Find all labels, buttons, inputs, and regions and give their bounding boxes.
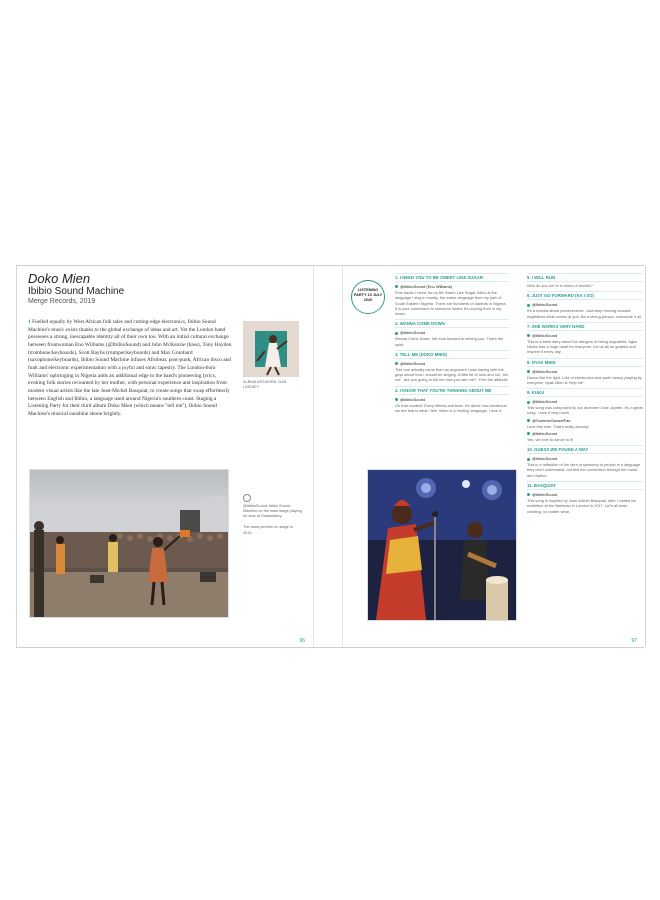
post-text: Love this tune. That's really dancey! — [527, 423, 589, 429]
body-lead-number: 1 — [28, 319, 31, 325]
track-column-1 — [395, 273, 509, 416]
post-handle[interactable]: @IbibioSound — [395, 361, 509, 366]
concert-photo-illustration — [30, 470, 228, 617]
track-section — [395, 319, 509, 347]
post-text: This is a reflection of the idea of speaking to people in a language they don't understand, but feel the connection through the music and rhythm. — [527, 462, 641, 478]
track-section — [527, 273, 643, 288]
post-text: This one actually came from an argument I was having with the guys about how I should be singing. A little bit of rock and roll, 'tell me', 'are you going to tell me how you see me?'. Feel the attitude! — [395, 366, 508, 383]
page-number-right: 97 — [631, 638, 637, 644]
post-handle[interactable]: @IbibioSound — [527, 492, 643, 497]
track-title: 11. BASQUIAT — [527, 481, 643, 490]
body-paragraph: Fuelled equally by West African folk tales and cutting-edge electronics, Ibibio Sound Machine's music exists thanks to the global exchange of ideas and art. Yet the London band possesses a strong, inescapable identity all of their own too. With an initial cultural exchange between frontwoman Eno Williams (@IbibioSound) and John McKenzie (bass), Tony Hayden (trombone/keyboards), Scott Baylis (trumpet/keyboards) and Max Grunhard (saxophone/keyboards), Ibibio Sound Machine infuses Afrobeat, post-punk, African disco and funk and electronic experimentation with a joyful and sonic tapestry. The London-born Williams' upbringing in Nigeria adds an additional edge to the band's pioneering lyrics, evoking folk stories recounted by her mother, with personal experience and inspiration from modern visual artists like the late Jean-Michel Basquiat, to create songs that swap effortlessly between English and Ibibio, a language used around Nigeria's southern coast. Staging a Listening Party for their third album Doko Mien (which means "tell me"), Ibibio Sound Machine's musical sunshine shone brightly. — [28, 319, 232, 418]
track-section — [395, 350, 509, 383]
post-handle[interactable]: @IbibioSound — [527, 369, 643, 374]
track-section — [527, 445, 643, 478]
page-number-left: 96 — [299, 638, 305, 644]
stage-photo-illustration — [368, 470, 516, 620]
book-spread — [16, 265, 644, 648]
post-handle[interactable]: @IbibioSound — [527, 399, 643, 404]
track-title: 9. KUKU — [527, 388, 643, 397]
stage-photo — [367, 469, 517, 621]
track-title: 6. JUST GO FORWARD (KA I SO) — [527, 291, 643, 300]
post-handle[interactable]: @SummerSunsetFan — [527, 418, 643, 423]
track-title: 3. TELL ME (DOKO MIEN) — [395, 350, 509, 359]
camera-icon — [243, 494, 251, 502]
track-section — [527, 388, 643, 442]
post-handle[interactable]: @IbibioSound — [527, 302, 643, 307]
album-cover-image — [243, 321, 299, 377]
post-handle[interactable]: @IbibioSound — [527, 333, 643, 338]
cover-caption: ALBUM ARTWORK: DAN LINDSEY — [243, 380, 287, 389]
album-cover-illustration — [243, 321, 299, 377]
right-page — [342, 266, 646, 647]
post-handle[interactable]: @IbibioSound — [527, 456, 643, 461]
track-section — [527, 481, 643, 514]
photo-notes — [243, 494, 303, 542]
post-text: Dance like the light. Lots of electronica and synth-heavy playing by everyone. Nyak Mien is 'help me'. — [527, 374, 642, 385]
album-title: Doko Mien — [28, 271, 91, 286]
concert-photo — [29, 469, 229, 618]
post-text: Who do you run to in times of trouble? — [527, 283, 593, 288]
track-section — [527, 291, 643, 319]
listening-party-badge: LISTENING PARTY 15 JULY 2020 — [351, 280, 385, 314]
photo-note-2: The band perform on stage in 2019. — [243, 525, 293, 535]
post-handle[interactable]: @IbibioSound — [527, 431, 643, 436]
track-title: 1. I NEED YOU TO BE SWEET LIKE SUGAR — [395, 273, 509, 282]
post-text: This song was composed by our drummer Jose Joyette. It's a great song. I love it very much. — [527, 405, 643, 416]
track-section — [395, 273, 509, 316]
post-text: This is a fable story about the dangers of being ungrateful. Agbo Nkoko has a huge heart for everyone. Let us all be grateful and respect it every day. — [527, 338, 638, 355]
track-title: 8. NYAK MIEN — [527, 358, 643, 367]
post-handle[interactable]: @IbibioSound — [395, 397, 509, 402]
track-title: 4. I KNOW THAT YOU'RE THINKING ABOUT ME — [395, 386, 509, 395]
post-text: Yes, we love to dance to it! — [527, 436, 574, 442]
artist-name: Ibibio Sound Machine — [28, 286, 125, 297]
post-text: First tracks I need You to Be Sweet Like Sugar. Ibibio is the language I sing in mostly, the native language from my part of South Eastern Nigeria. There are hundreds of dialects in Nigeria. It is your connection to someone where it's coming from in my music. — [395, 290, 507, 317]
record-label-year: Merge Records, 2019 — [28, 298, 96, 305]
post-text: Wanna Come Down, We look forward to seeing you. That's the spirit. — [395, 336, 504, 347]
post-text: Oh that cowbell! Every effects and beat. It's about how emotional we are that is what I feel. Ibibio is a 'feeling' language. I love it. — [395, 402, 507, 413]
track-column-2 — [527, 273, 643, 517]
article-body — [28, 319, 233, 419]
track-section — [527, 322, 643, 355]
track-section — [527, 358, 643, 386]
photo-note-1: @IbibioSound: Ibibio Sound Machine on the main stage playing for fans at Glastonbury. — [243, 504, 302, 519]
post-handle[interactable]: @IbibioSound — [395, 330, 509, 335]
track-title: 10. GUESS WE FOUND A WAY — [527, 445, 643, 454]
post-handle[interactable]: @IbibioSound (Eno Williams) — [395, 284, 509, 289]
track-title: 7. SHE WORKS VERY HARD — [527, 322, 643, 331]
track-section — [395, 386, 509, 414]
post-text: This song is inspired by Jean-Michel Basquiat, after I visited his exhibition at the Barbican in London in 2017. Let's all keep creating, no matter what. — [527, 497, 637, 514]
post-text: It's a mantra about perseverance. Just keep moving forward, regardless what comes at you. Be a strong person, overcome it all. — [527, 308, 643, 319]
left-page — [16, 266, 314, 647]
track-title: 5. I WILL RUN — [527, 273, 643, 282]
track-title: 2. WANNA COME DOWN — [395, 319, 509, 328]
